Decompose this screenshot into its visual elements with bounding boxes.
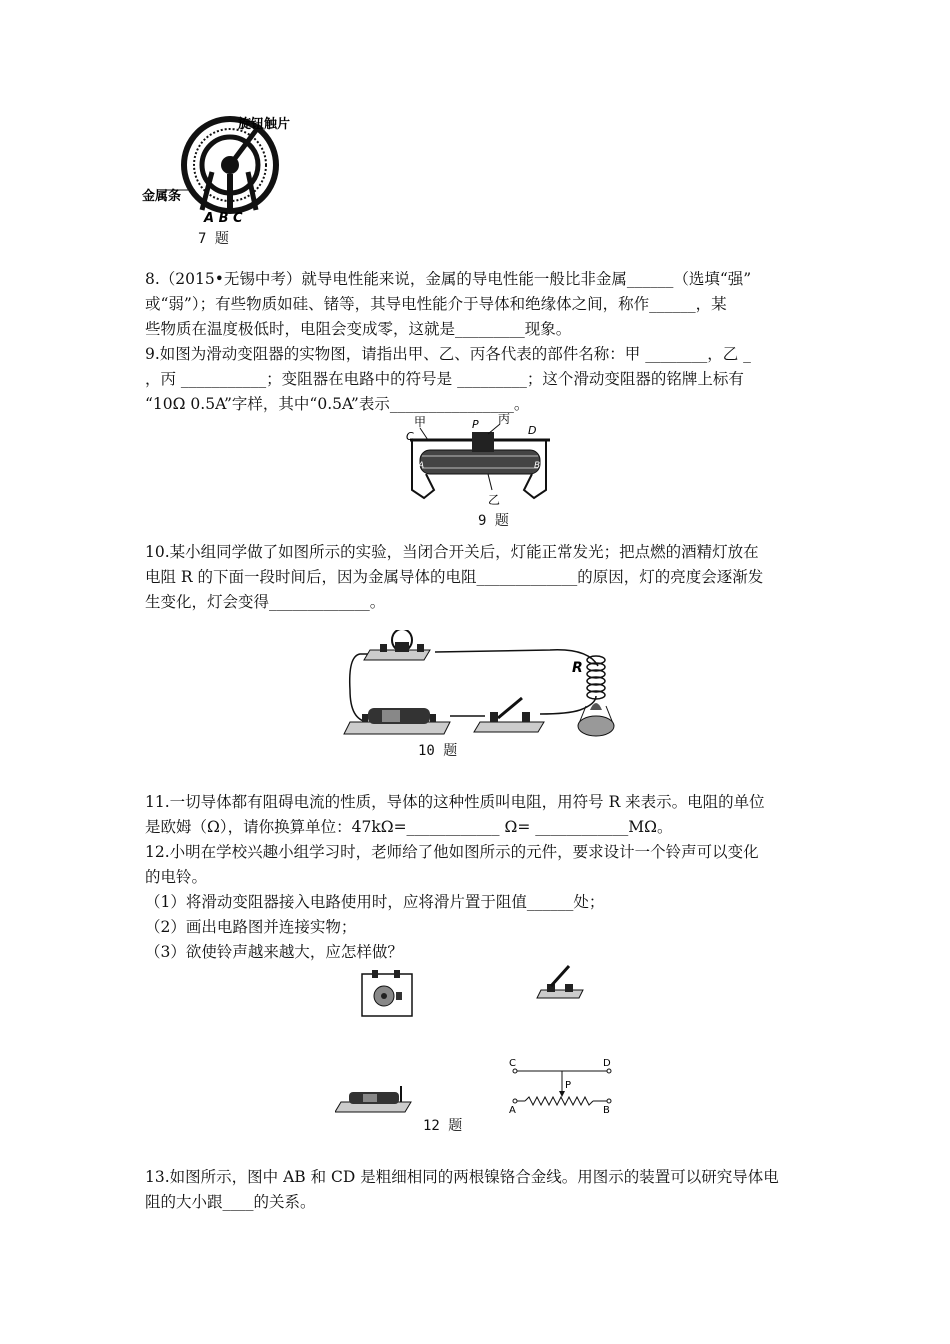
fig9-label-p: P	[472, 418, 479, 431]
fig12-label-p: P	[565, 1080, 572, 1091]
q11-line-2: 是欧姆（Ω），请你换算单位：47kΩ=____________ Ω= ____________MΩ。	[145, 818, 673, 836]
figure-7-rotary-rheostat	[140, 110, 330, 240]
figure-12-electric-bell	[360, 968, 416, 1018]
q8-line-1: 8.（2015•无锡中考）就导电性能来说，金属的导电性能一般比非金属______（选填“强”	[145, 270, 752, 288]
q13-line-2: 阻的大小跟____的关系。	[145, 1193, 316, 1211]
q9-line-2: ，丙 ___________；变阻器在电路中的符号是 _________；这个滑动变阻器的铭牌上标有	[145, 370, 744, 388]
q12-line-2: 的电铃。	[145, 868, 208, 886]
fig9-label-b: B	[534, 461, 541, 471]
fig7-caption: 7 题	[198, 231, 229, 247]
q10-line-3: 生变化，灯会变得_____________。	[145, 593, 386, 611]
fig9-label-c: C	[406, 430, 414, 443]
q13-line-1: 13.如图所示，图中 AB 和 CD 是粗细相同的两根镍铬合金线。用图示的装置可以研究导体电	[145, 1168, 779, 1186]
figure-9-slide-rheostat	[400, 410, 560, 508]
figure-12-battery	[335, 1080, 413, 1114]
q12-sub-3: （3）欲使铃声越来越大，应怎样做？	[145, 943, 403, 961]
fig7-knob-label: 旋钮触片	[238, 117, 291, 132]
figure-12-switch	[535, 960, 585, 1002]
fig9-caption: 9 题	[478, 513, 509, 529]
fig12-label-d: D	[603, 1058, 611, 1069]
q9-line-1: 9.如图为滑动变阻器的实物图，请指出甲、乙、丙各代表的部件名称：甲 ________，乙 _	[145, 345, 751, 363]
q8-line-3: 些物质在温度极低时，电阻会变成零，这就是_________现象。	[145, 320, 572, 338]
q8-line-2: 或“弱”）；有些物质如硅、锗等，其导电性能介于导体和绝缘体之间，称作______，某	[145, 295, 727, 313]
q12-sub-1: （1）将滑动变阻器接入电路使用时，应将滑片置于阻值______处；	[145, 893, 605, 911]
q9-line-3: “10Ω 0.5A”字样，其中“0.5A”表示________________。	[145, 395, 530, 413]
fig7-abc-label: A B C	[204, 211, 243, 226]
fig9-label-d: D	[528, 424, 537, 437]
figure-10-circuit	[340, 630, 630, 742]
fig7-strip-label: 金属条	[142, 189, 182, 204]
q12-sub-2: （2）画出电路图并连接实物；	[145, 918, 357, 936]
fig12-label-a: A	[509, 1105, 516, 1116]
fig10-caption: 10 题	[418, 743, 458, 759]
fig12-label-c: C	[509, 1058, 516, 1069]
fig9-label-yi: 乙	[488, 493, 501, 507]
fig9-label-bing: 丙	[498, 412, 511, 426]
q10-line-1: 10.某小组同学做了如图所示的实验，当闭合开关后，灯能正常发光；把点燃的酒精灯放在	[145, 543, 759, 561]
q12-line-1: 12.小明在学校兴趣小组学习时，老师给了他如图所示的元件，要求设计一个铃声可以变化	[145, 843, 759, 861]
figure-12-rheostat-schematic	[505, 1055, 620, 1117]
fig10-label-r: R	[572, 660, 583, 676]
q10-line-2: 电阻 R 的下面一段时间后，因为金属导体的电阻_____________的原因，灯的亮度会逐渐发	[145, 568, 764, 586]
q11-line-1: 11.一切导体都有阻碍电流的性质，导体的这种性质叫电阻，用符号 R 来表示。电阻的单位	[145, 793, 765, 811]
fig12-label-b: B	[603, 1105, 610, 1116]
fig9-label-jia: 甲	[414, 415, 427, 429]
fig9-label-a: A	[418, 461, 425, 471]
fig12-caption: 12 题	[423, 1118, 463, 1134]
